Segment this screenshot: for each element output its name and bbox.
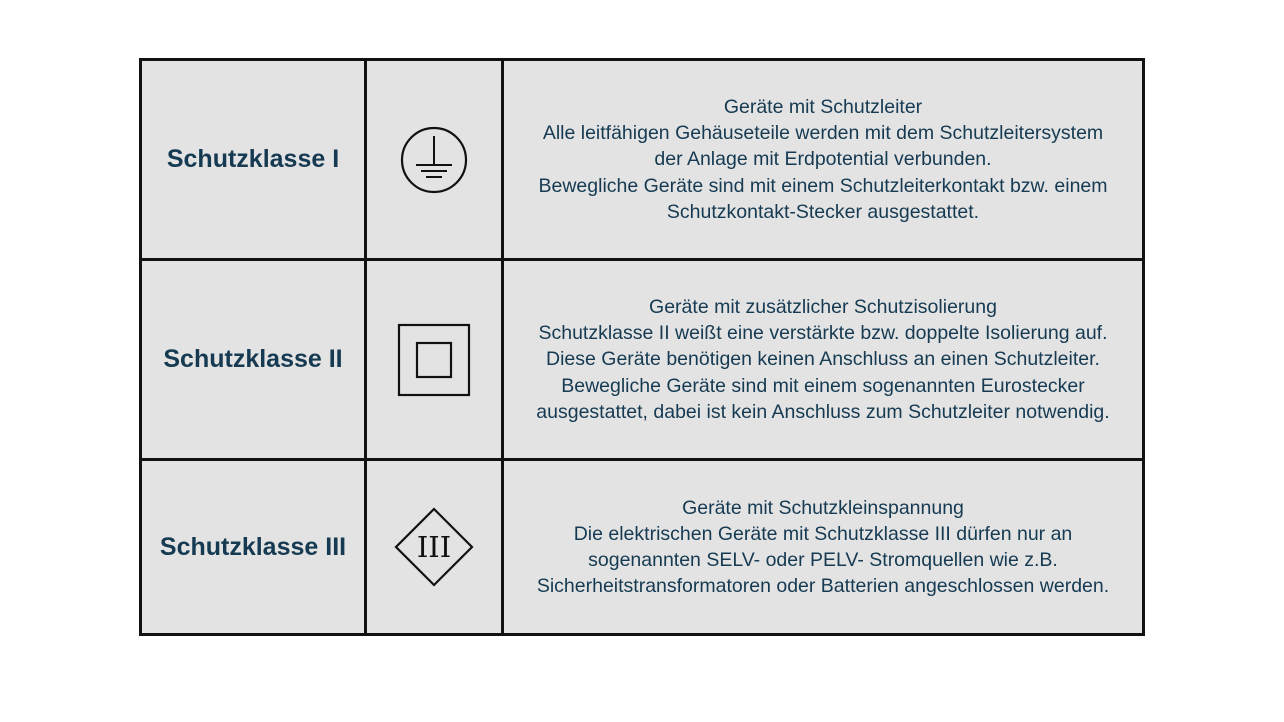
safety-extra-low-voltage-icon	[394, 507, 474, 587]
description-line: Alle leitfähigen Gehäuseteile werden mit dem Schutzleitersystem	[542, 122, 1104, 145]
description-cell	[504, 461, 1142, 633]
class-name: Schutzklasse II	[163, 345, 343, 373]
description-title: Geräte mit Schutzkleinspannung	[682, 496, 964, 519]
symbol-cell	[367, 261, 504, 461]
description	[526, 294, 1119, 425]
symbol-cell	[367, 61, 504, 261]
description-line: Diese Geräte benötigen keinen Anschluss an einen Schutzleiter.	[546, 348, 1100, 371]
description-line: Bewegliche Geräte sind mit einem Schutzleiterkontakt bzw. einem	[538, 174, 1108, 197]
class-name: Schutzklasse III	[159, 532, 347, 561]
description-cell	[504, 261, 1142, 461]
symbol-label: III	[416, 530, 452, 564]
class-name-cell	[142, 261, 367, 461]
description	[527, 495, 1119, 600]
description-cell	[504, 61, 1142, 261]
description-title: Geräte mit Schutzleiter	[723, 95, 923, 118]
description-line: Schutzkontakt-Stecker ausgestattet.	[666, 200, 980, 223]
class-name-cell	[142, 461, 367, 633]
symbol-cell	[367, 461, 504, 633]
class-name: Schutzklasse I	[166, 145, 340, 173]
description-line: der Anlage mit Erdpotential verbunden.	[654, 148, 992, 171]
description-line: Die elektrischen Geräte mit Schutzklasse III dürfen nur an	[573, 522, 1073, 545]
description-title: Geräte mit zusätzlicher Schutzisolierung	[649, 295, 997, 318]
protective-earth-icon	[399, 125, 469, 195]
double-insulation-icon	[397, 323, 471, 397]
description-line: ausgestattet, dabei ist kein Anschluss zum Schutzleiter notwendig.	[536, 400, 1110, 423]
description	[528, 94, 1117, 225]
protection-class-table	[139, 58, 1145, 636]
description-line: Schutzklasse II weißt eine verstärkte bzw. doppelte Isolierung auf.	[538, 322, 1108, 345]
description-line: Sicherheitstransformatoren oder Batterien angeschlossen werden.	[536, 575, 1110, 598]
class-name-cell	[142, 61, 367, 261]
description-line: Bewegliche Geräte sind mit einem sogenannten Eurostecker	[561, 374, 1085, 397]
description-line: sogenannten SELV- oder PELV- Stromquellen wie z.B.	[588, 549, 1058, 571]
